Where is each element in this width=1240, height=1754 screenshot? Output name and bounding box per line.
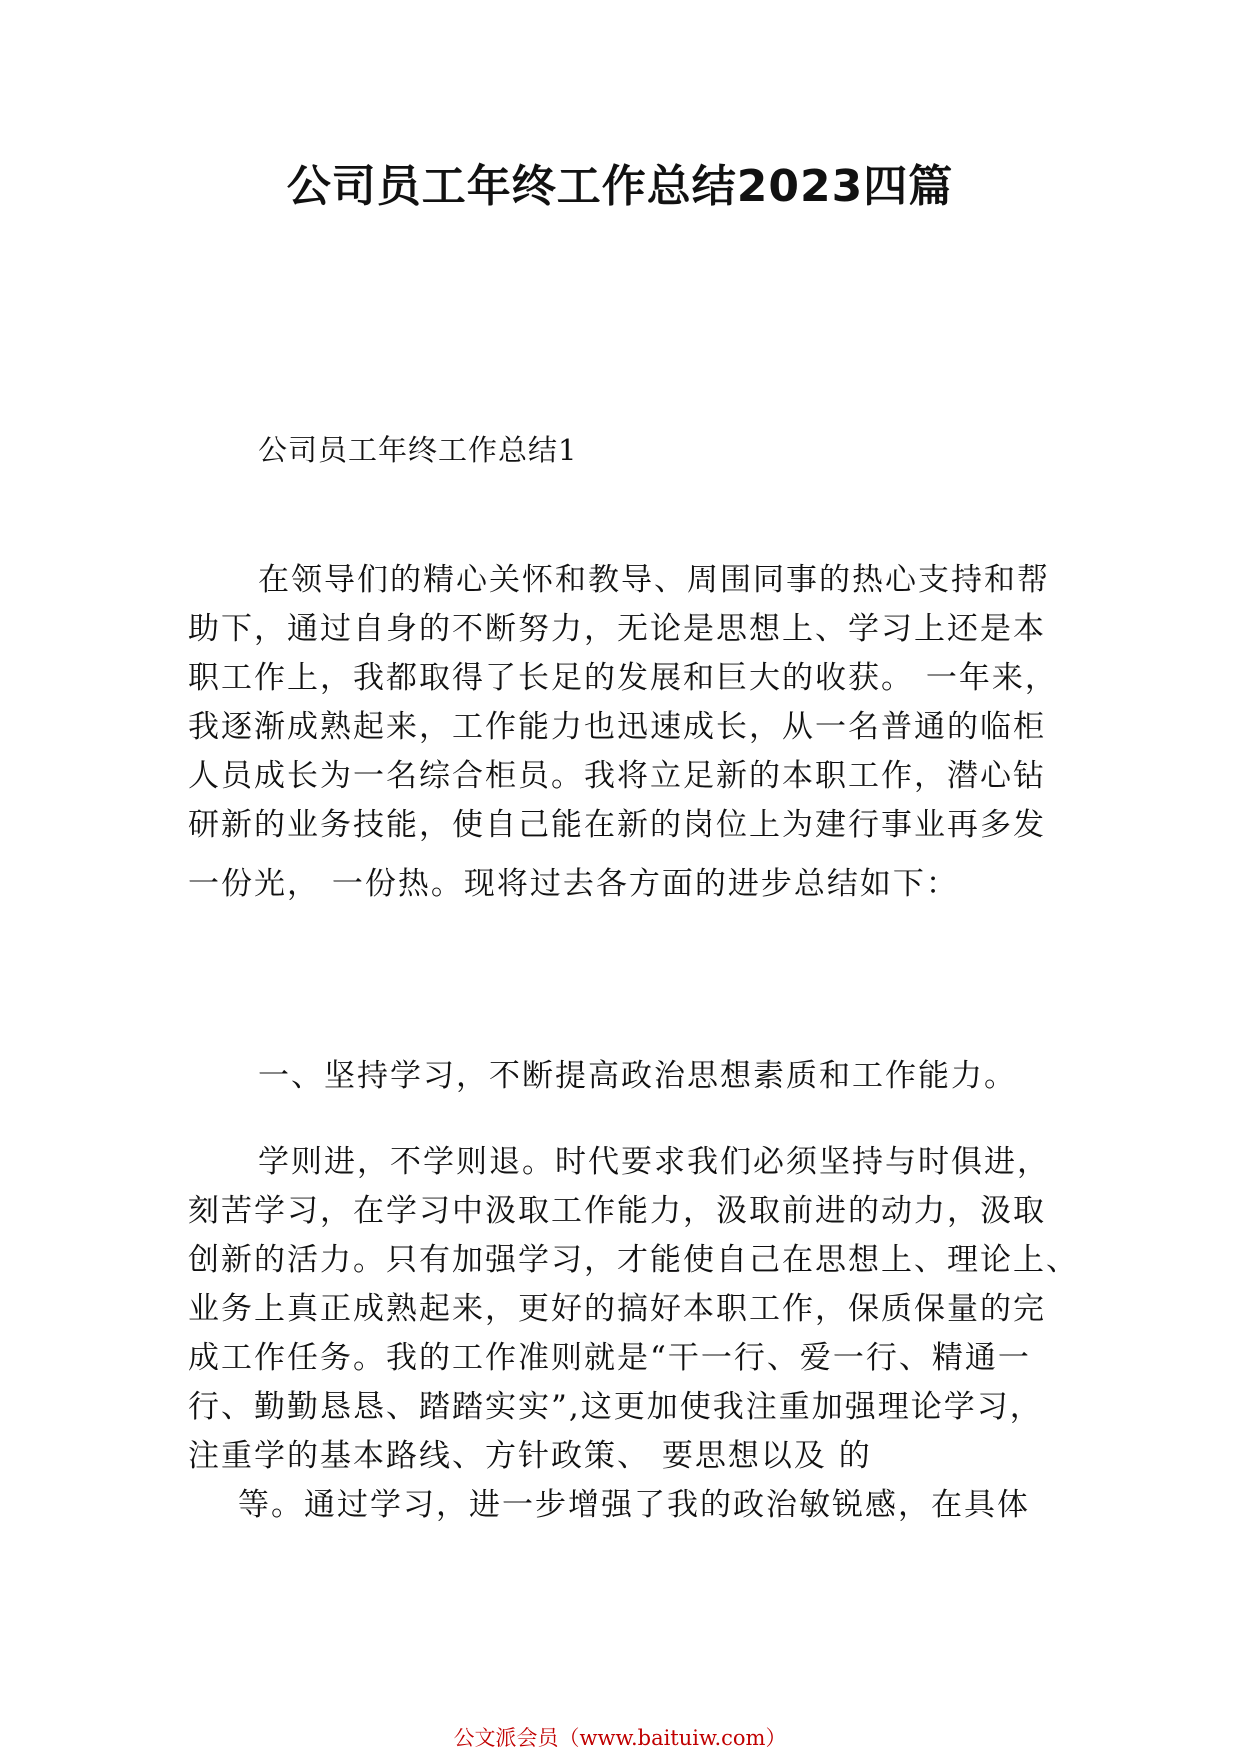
footer-watermark-link[interactable]: 公文派会员（www.baituiw.com） <box>453 1726 787 1750</box>
paragraph-line: 成工作任务。我的工作准则就是“干一行、爱一行、精通一 <box>188 1340 1031 1376</box>
document-title: 公司员工年终工作总结2023四篇 <box>286 161 954 212</box>
paragraph-intro <box>188 556 1058 909</box>
paragraph-line: 刻苦学习，在学习中汲取工作能力，汲取前进的动力，汲取 <box>188 1193 1046 1229</box>
paragraph-line: 助下，通过自身的不断努力，无论是思想上、学习上还是本 <box>188 611 1046 647</box>
paragraph-line: 业务上真正成熟起来，更好的搞好本职工作，保质保量的完 <box>188 1291 1046 1327</box>
paragraph-line: 等。通过学习，进一步增强了我的政治敏锐感，在具体 <box>238 1487 1030 1523</box>
paragraph-line: 研新的业务技能，使自己能在新的岗位上为建行事业再多发 <box>188 807 1046 843</box>
paragraph-line: 学则进，不学则退。时代要求我们必须坚持与时俱进， <box>258 1144 1050 1180</box>
paragraph-line: 在领导们的精心关怀和教导、周围同事的热心支持和帮 <box>258 562 1050 598</box>
paragraph-line: 注重学的基本路线、方针政策、 要思想以及 的 <box>188 1438 872 1474</box>
section-heading-1: 一、坚持学习，不断提高政治思想素质和工作能力。 <box>258 1058 1017 1094</box>
paragraph-study <box>188 1138 1079 1530</box>
paragraph-line: 人员成长为一名综合柜员。我将立足新的本职工作，潜心钻 <box>188 758 1046 794</box>
paragraph-line: 职工作上，我都取得了长足的发展和巨大的收获。 一年来， <box>188 660 1058 696</box>
paragraph-line: 我逐渐成熟起来，工作能力也迅速成长，从一名普通的临柜 <box>188 709 1046 745</box>
paragraph-line: 创新的活力。只有加强学习，才能使自己在思想上、理论上、 <box>188 1242 1079 1278</box>
paragraph-line: 行、勤勤恳恳、踏踏实实”,这更加使我注重加强理论学习， <box>188 1389 1043 1425</box>
section-subtitle: 公司员工年终工作总结1 <box>258 433 578 467</box>
paragraph-line: 一份光， 一份热。现将过去各方面的进步总结如下： <box>188 866 959 902</box>
